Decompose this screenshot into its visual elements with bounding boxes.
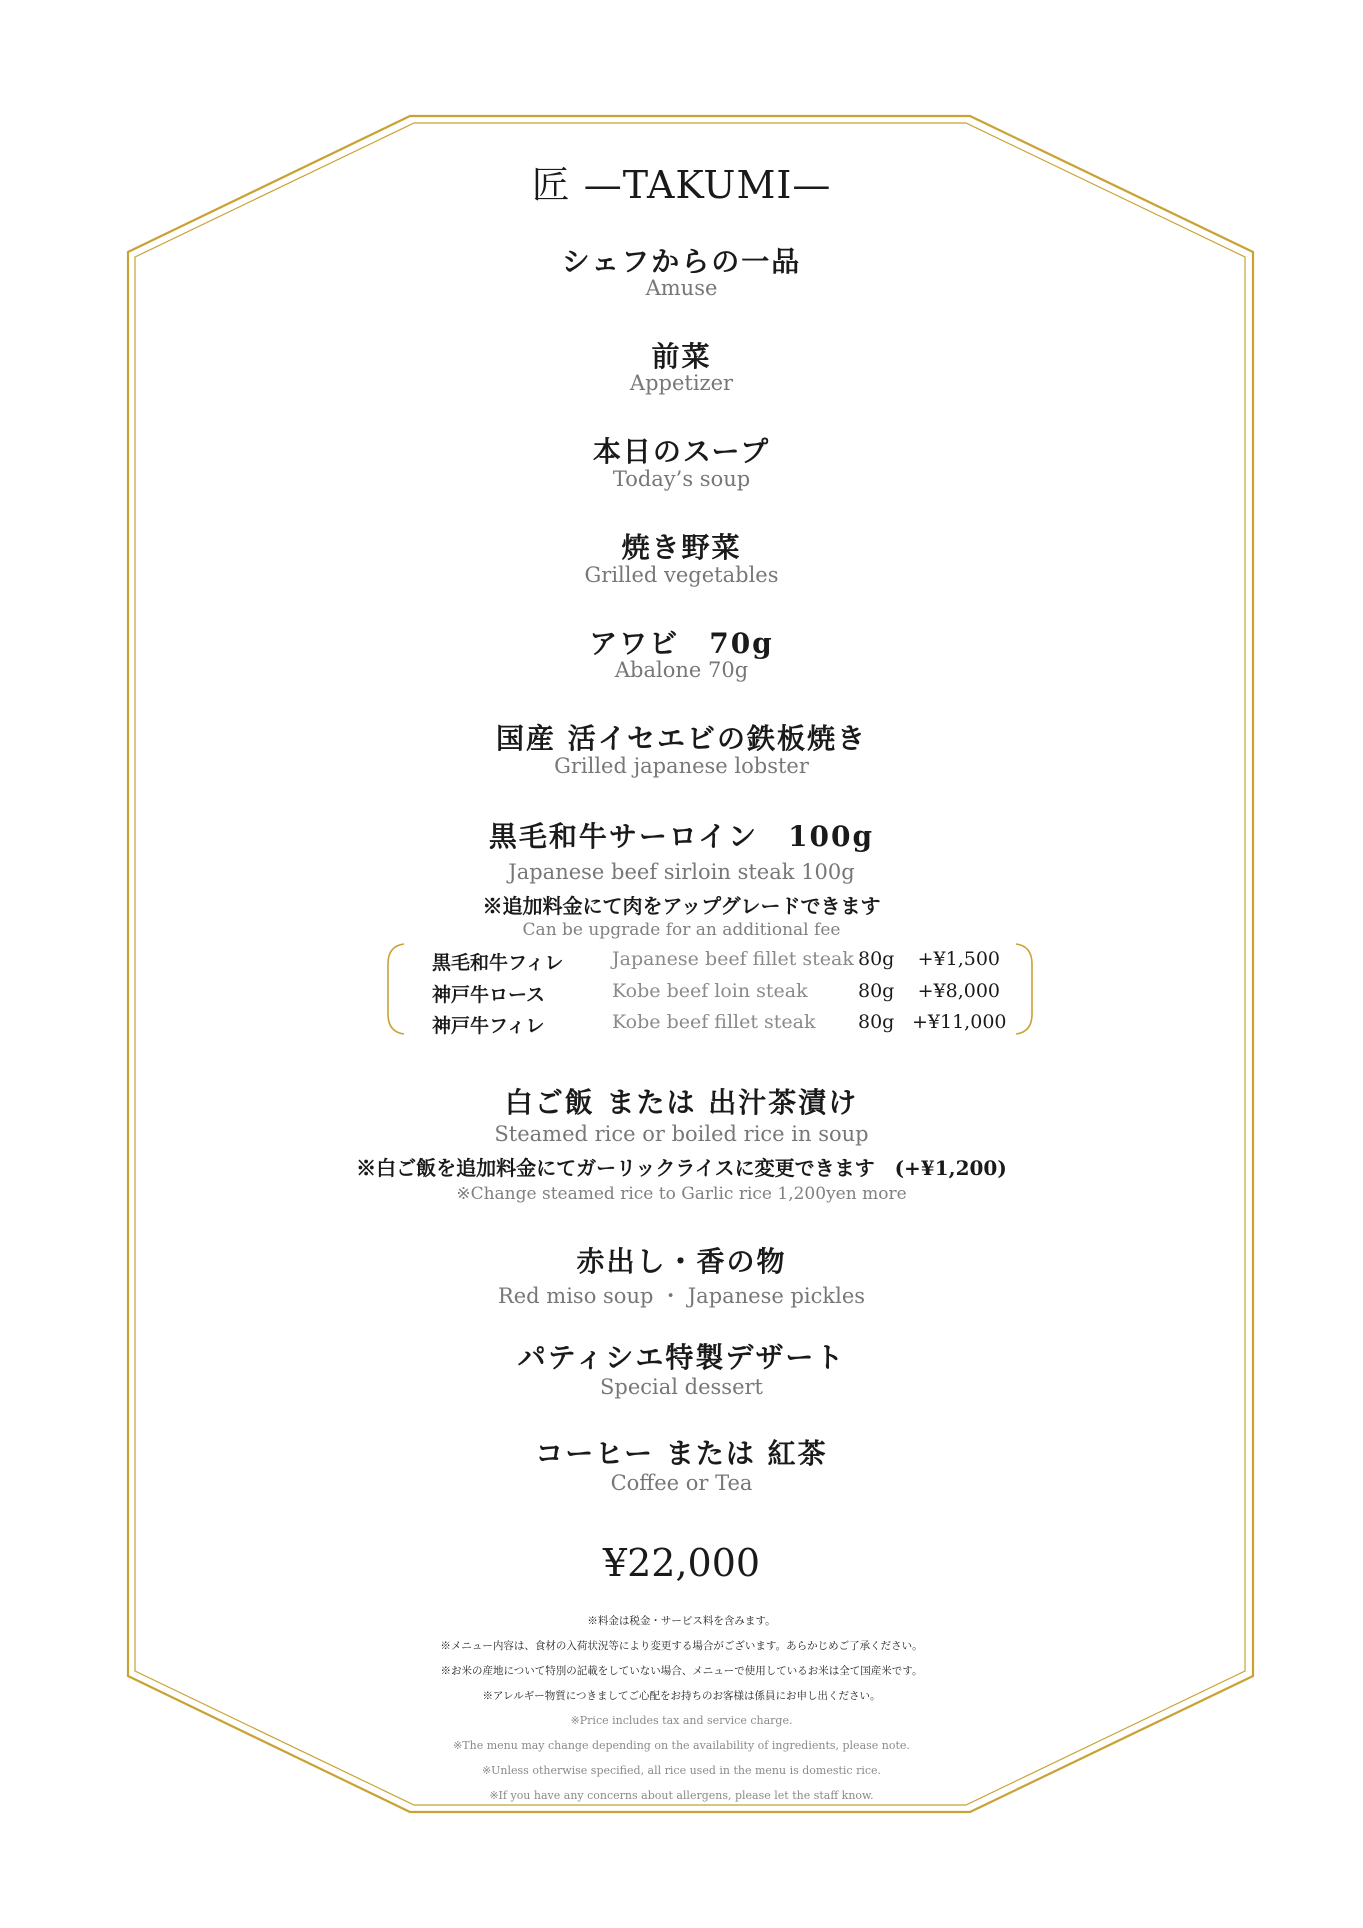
course-en: Grilled vegetables xyxy=(584,563,779,587)
course-jp: 白ご飯 または 出汁茶漬け xyxy=(504,1086,859,1119)
footnote-jp: ※メニュー内容は、食材の入荷状況等により変更する場合がございます。あらかじめご了承ください。 xyxy=(440,1640,923,1652)
upgrade-item-price: +¥1,500 xyxy=(917,948,1000,970)
footnote-jp: ※アレルギー物質につきましてご心配をお持ちのお客様は係員にお申し出ください。 xyxy=(482,1690,881,1702)
course-en: Abalone 70g xyxy=(614,658,749,682)
menu-title: 匠 —TAKUMI— xyxy=(531,163,832,207)
footnote-jp: ※料金は税金・サービス料を含みます。 xyxy=(587,1615,776,1627)
course-en: Coffee or Tea xyxy=(610,1471,753,1495)
upgrade-item-jp: 神戸牛ロース xyxy=(432,984,546,1006)
course-jp: コーヒー または 紅茶 xyxy=(535,1437,828,1470)
course-en: Appetizer xyxy=(629,371,734,395)
course-en: Grilled japanese lobster xyxy=(554,754,809,778)
course-jp: アワビ 70g xyxy=(589,627,774,660)
upgrade-item-weight: 80g xyxy=(858,948,895,970)
upgrade-item-en: Kobe beef loin steak xyxy=(612,980,808,1002)
course-jp: 国産 活イセエビの鉄板焼き xyxy=(496,722,867,755)
upgrade-item-weight: 80g xyxy=(858,980,895,1002)
upgrade-item-jp: 黒毛和牛フィレ xyxy=(432,952,564,974)
course-en: Red miso soup ・ Japanese pickles xyxy=(497,1284,866,1308)
upgrade-item-weight: 80g xyxy=(858,1011,895,1033)
upgrade-item-jp: 神戸牛フィレ xyxy=(432,1015,545,1037)
course-price: ¥22,000 xyxy=(602,1541,761,1585)
upgrade-item-price: +¥11,000 xyxy=(912,1011,1007,1033)
course-en: Japanese beef sirloin steak 100g xyxy=(508,860,855,884)
footnote-en: ※The menu may change depending on the availability of ingredients, please note. xyxy=(453,1739,910,1752)
footnote-en: ※If you have any concerns about allergens, please let the staff know. xyxy=(489,1789,874,1802)
upgrade-note-en: Can be upgrade for an additional fee xyxy=(522,920,841,940)
rice-note-en: ※Change steamed rice to Garlic rice 1,200yen more xyxy=(456,1184,907,1204)
course-jp: シェフからの一品 xyxy=(561,245,802,278)
course-en: Special dessert xyxy=(600,1375,763,1399)
course-jp: 本日のスープ xyxy=(592,435,771,468)
footnote-en: ※Unless otherwise specified, all rice used in the menu is domestic rice. xyxy=(481,1764,882,1777)
upgrade-bracket-left xyxy=(388,944,404,1034)
course-jp: 前菜 xyxy=(651,340,712,373)
rice-note-jp: ※白ご飯を追加料金にてガーリックライスに変更できます (+¥1,200) xyxy=(356,1156,1007,1180)
footnote-en: ※Price includes tax and service charge. xyxy=(570,1714,793,1727)
upgrade-bracket-right xyxy=(1016,944,1032,1034)
course-jp: 黒毛和牛サーロイン 100g xyxy=(488,820,875,853)
upgrade-note-jp: ※追加料金にて肉をアップグレードできます xyxy=(482,894,881,918)
course-en: Amuse xyxy=(645,276,718,300)
upgrade-item-en: Kobe beef fillet steak xyxy=(612,1011,816,1033)
course-en: Today’s soup xyxy=(612,467,751,491)
upgrade-item-price: +¥8,000 xyxy=(917,980,1000,1002)
upgrade-item-en: Japanese beef fillet steak xyxy=(612,948,854,970)
course-en: Steamed rice or boiled rice in soup xyxy=(494,1122,869,1146)
footnote-jp: ※お米の産地について特別の記載をしていない場合、メニューで使用しているお米は全て国産米です。 xyxy=(440,1665,923,1677)
course-jp: 赤出し・香の物 xyxy=(576,1245,787,1278)
course-jp: 焼き野菜 xyxy=(621,531,742,564)
course-jp: パティシエ特製デザート xyxy=(517,1341,846,1374)
